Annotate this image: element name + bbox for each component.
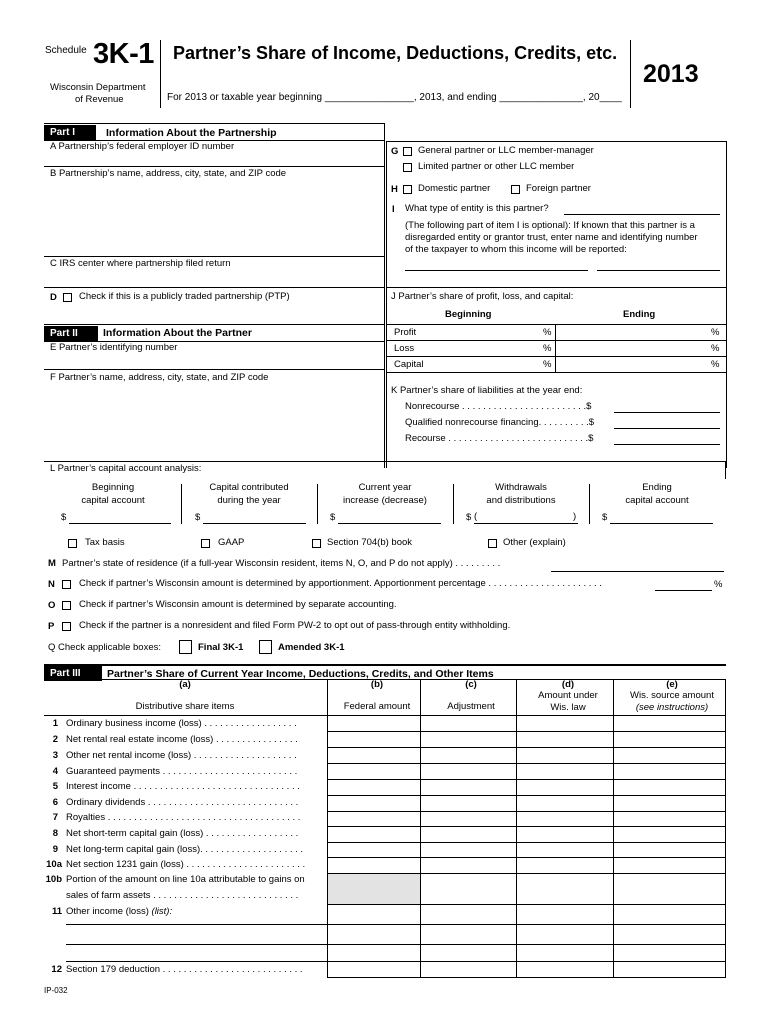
row-6-label: Ordinary dividends . . . . . . . . . . . . . . . . . . . . . . . . . . . . . [66,797,299,808]
dollar-sign: $ [61,512,67,523]
pct-sign: % [711,359,720,370]
general-partner-checkbox[interactable] [403,147,412,156]
tax-basis-checkbox[interactable] [68,539,77,548]
item-p-label: Check if the partner is a nonresident and filed Form PW-2 to opt out of pass-through entity withholding. [79,620,511,631]
col-e-letter: (e) [666,679,678,690]
col-e-header-1: Wis. source amount [630,690,714,701]
col-a-header: Distributive share items [135,701,235,712]
paren-close: ) [573,511,577,522]
gaap-checkbox[interactable] [201,539,210,548]
j-ending-header: Ending [623,309,656,320]
item-k-label: K Partner’s share of liabilities at the year end: [391,385,583,396]
tax-year-line: For 2013 or taxable year beginning ________________, 2013, and ending _______________, 20____ [167,92,622,103]
row-7-number: 7 [52,812,58,823]
l-col-4-line-1: Withdrawals [495,482,547,493]
row-10b-label-2: sales of farm assets . . . . . . . . . . . . . . . . . . . . . . . . . . . . [66,890,299,901]
row-9-label: Net long-term capital gain (loss). . . . . . . . . . . . . . . . . . . . [66,844,304,855]
item-o-label: Check if partner’s Wisconsin amount is determined by separate accounting. [79,599,397,610]
l-withdrawals-field[interactable] [474,523,578,524]
k-recourse-label: Recourse . . . . . . . . . . . . . . . . . . . . . . . . . . .$ [405,433,594,444]
limited-partner-checkbox[interactable] [403,163,412,172]
row-4-label: Guaranteed payments . . . . . . . . . . . . . . . . . . . . . . . . . . [66,766,298,777]
col-c-header: Adjustment [447,701,495,712]
paren-open: ( [474,511,478,522]
row-10a-number: 10a [46,859,62,870]
item-i-note-2: disregarded entity or grantor trust, enter name and identifying number [405,232,698,243]
l-col-2-line-1: Capital contributed [209,482,289,493]
k-qualified-field[interactable] [614,428,720,429]
tax-year: 2013 [643,60,699,88]
domestic-partner-checkbox[interactable] [403,185,412,194]
row-12-number: 12 [51,964,62,975]
limited-partner-label: Limited partner or other LLC member [418,161,575,172]
l-contributed-field[interactable] [203,523,306,524]
item-b-label: B Partnership’s name, address, city, state, and ZIP code [50,168,287,179]
l-col-1-line-2: capital account [81,495,145,506]
part2-tag: Part II [44,326,98,341]
final-3k1-checkbox[interactable] [179,640,192,654]
row-8-label: Net short-term capital gain (loss) . . . . . . . . . . . . . . . . . . [66,828,299,839]
section-704b-checkbox[interactable] [312,539,321,548]
item-e-label: E Partner’s identifying number [50,342,178,353]
item-l-title: L Partner’s capital account analysis: [50,463,202,474]
dollar-sign: $ [466,512,472,523]
pct-sign: % [543,327,552,338]
row-3-label: Other net rental income (loss) . . . . . . . . . . . . . . . . . . . . [66,750,297,761]
pct-sign: % [543,359,552,370]
grantor-name-field[interactable] [405,270,588,271]
row-2-label: Net rental real estate income (loss) . . . . . . . . . . . . . . . . [66,734,298,745]
foreign-partner-label: Foreign partner [526,183,591,194]
form-code: IP-032 [44,986,68,995]
form-number: 3K-1 [93,38,154,70]
ptp-checkbox[interactable] [63,293,72,302]
j-row-loss: Loss [394,343,415,354]
pct-sign: % [711,327,720,338]
row-1-number: 1 [52,718,58,729]
j-beginning-header: Beginning [445,309,492,320]
row-10b-number: 10b [45,874,62,885]
l-col-2-line-2: during the year [217,495,281,506]
row-10b-shaded [328,873,420,904]
col-d-letter: (d) [561,679,575,690]
row-10b-label-1: Portion of the amount on line 10a attributable to gains on [66,874,305,885]
j-row-profit: Profit [394,327,417,338]
pct-sign: % [711,343,720,354]
l-col-5-line-2: capital account [625,495,689,506]
state-of-residence-field[interactable] [551,571,724,572]
apportionment-percentage-field[interactable] [655,590,712,591]
col-c-letter: (c) [465,679,477,690]
item-i-letter: I [392,204,395,215]
k-qualified-label: Qualified nonrecourse financing. . . . . . . . . .$ [405,417,595,428]
department-line-2: of Revenue [75,94,124,105]
row-10a-label: Net section 1231 gain (loss) . . . . . . . . . . . . . . . . . . . . . . . [66,859,306,870]
general-partner-label: General partner or LLC member-manager [418,145,594,156]
department-line-1: Wisconsin Department [50,82,146,93]
l-col-4-line-2: and distributions [486,495,556,506]
item-i-note-1: (The following part of item I is optional): If known that this partner is a [405,220,695,231]
row-7-label: Royalties . . . . . . . . . . . . . . . . . . . . . . . . . . . . . . . . . . . . . [66,812,301,823]
item-h-letter: H [391,184,398,195]
part3-tag: Part III [44,666,102,681]
item-m-letter: M [48,558,56,569]
k-recourse-field[interactable] [614,444,720,445]
section-704b-label: Section 704(b) book [327,537,413,548]
col-d-header-1: Amount under [538,690,598,701]
item-c-label: C IRS center where partnership filed return [50,258,231,269]
item-n-label: Check if partner’s Wisconsin amount is determined by apportionment. Apportionment percentage . . . . . . . . . . . . . . . . . . . . . . [79,578,602,589]
item-o-letter: O [48,600,56,611]
final-3k1-label: Final 3K-1 [198,642,244,653]
foreign-partner-checkbox[interactable] [511,185,520,194]
col-b-header: Federal amount [343,701,411,712]
row-4-number: 4 [52,766,58,777]
item-q-label: Q Check applicable boxes: [48,642,162,653]
col-a-letter: (a) [179,679,191,690]
item-d-label: Check if this is a publicly traded partnership (PTP) [79,291,290,302]
row-5-number: 5 [52,781,58,792]
row-9-number: 9 [52,844,58,855]
separate-accounting-checkbox[interactable] [62,601,71,610]
row-1-label: Ordinary business income (loss) . . . . . . . . . . . . . . . . . . [66,718,297,729]
row-12-label: Section 179 deduction . . . . . . . . . . . . . . . . . . . . . . . . . . . [66,964,303,975]
pct-sign: % [714,579,723,590]
part2-title: Information About the Partner [103,327,252,339]
pw2-optout-checkbox[interactable] [62,622,71,631]
tax-basis-label: Tax basis [85,537,125,548]
schedule-word: Schedule [45,45,87,56]
item-j-label: J Partner’s share of profit, loss, and capital: [391,291,574,302]
amended-3k1-label: Amended 3K-1 [278,642,345,653]
amended-3k1-checkbox[interactable] [259,640,272,654]
l-increase-field[interactable] [338,523,441,524]
part1-title: Information About the Partnership [106,127,277,139]
dollar-sign: $ [602,512,608,523]
l-beginning-field[interactable] [69,523,171,524]
other-explain-checkbox[interactable] [488,539,497,548]
item-d-letter: D [50,292,57,303]
l-ending-field[interactable] [610,523,713,524]
pct-sign: % [543,343,552,354]
grantor-id-field[interactable] [597,270,720,271]
l-col-1-line-1: Beginning [91,482,135,493]
j-row-capital: Capital [394,359,424,370]
item-i-note-3: of the taxpayer to whom this income will be reported: [405,244,627,255]
row-5-label: Interest income . . . . . . . . . . . . . . . . . . . . . . . . . . . . . . . . [66,781,300,792]
l-col-5-line-1: Ending [642,482,672,493]
item-p-letter: P [48,621,55,632]
k-nonrecourse-field[interactable] [614,412,720,413]
gaap-label: GAAP [218,537,245,548]
row-2-number: 2 [52,734,58,745]
item-m-label: Partner’s state of residence (if a full-year Wisconsin resident, items N, O, and P do not apply) . . . . . . . . . [62,558,501,569]
row-6-number: 6 [52,797,58,808]
item-a-label: A Partnership’s federal employer ID number [50,141,235,152]
row-8-number: 8 [52,828,58,839]
entity-type-field[interactable] [564,214,720,215]
col-e-header-2: (see instructions) [635,702,709,713]
row-11-number: 11 [51,906,62,917]
item-f-label: F Partner’s name, address, city, state, and ZIP code [50,372,269,383]
form-title: Partner’s Share of Income, Deductions, Credits, etc. [173,43,618,63]
item-n-letter: N [48,579,55,590]
dollar-sign: $ [330,512,336,523]
k-nonrecourse-label: Nonrecourse . . . . . . . . . . . . . . . . . . . . . . . .$ [405,401,592,412]
col-d-header-2: Wis. law [550,702,586,713]
l-col-3-line-2: increase (decrease) [343,495,427,506]
item-g-letter: G [391,146,399,157]
row-11-label: Other income (loss) (list): [66,906,173,917]
other-explain-label: Other (explain) [503,537,566,548]
col-b-letter: (b) [370,679,384,690]
apportionment-checkbox[interactable] [62,580,71,589]
row-3-number: 3 [52,750,58,761]
domestic-partner-label: Domestic partner [418,183,491,194]
part3-title: Partner’s Share of Current Year Income, Deductions, Credits, and Other Items [107,668,494,680]
l-col-3-line-1: Current year [358,482,412,493]
part1-tag: Part I [44,125,96,140]
item-i-label: What type of entity is this partner? [405,203,549,214]
dollar-sign: $ [195,512,201,523]
